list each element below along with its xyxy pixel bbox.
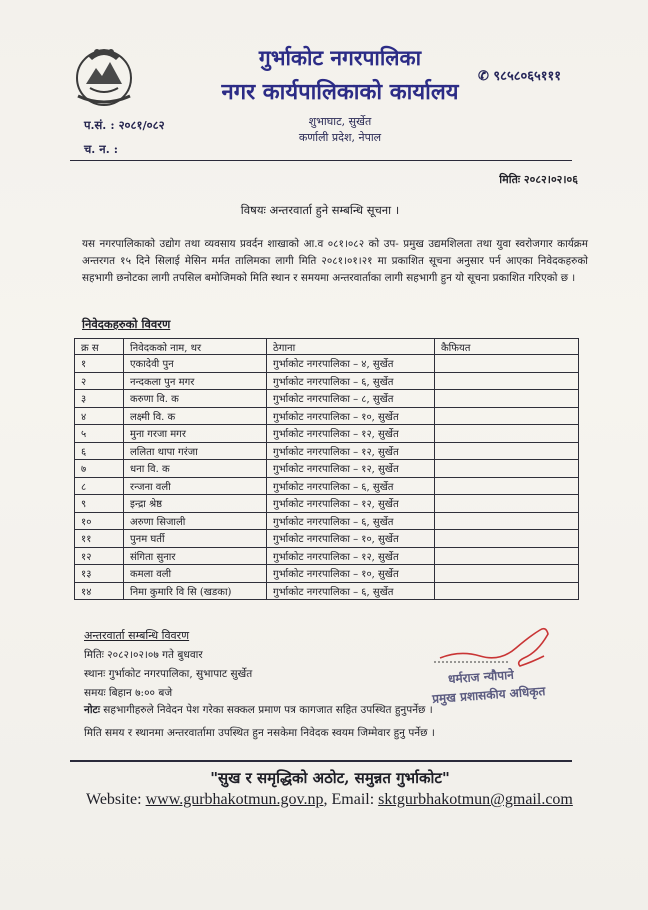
table-row [75, 460, 579, 478]
cell-serial: ७ [75, 460, 124, 478]
phone-number: ✆ ९८५८०६५१११ [478, 69, 562, 84]
cell-address: गुर्भाकोट नगरपालिका – १२, सुर्खेत [267, 442, 435, 460]
cell-serial: ४ [75, 407, 124, 425]
cell-serial: ११ [75, 530, 124, 548]
cell-name: निमा कुमारि वि सि (खडका) [124, 582, 267, 600]
cell-serial: १२ [75, 547, 124, 565]
cell-remarks [435, 442, 579, 460]
column-header-name: निवेदकको नाम, थर [124, 339, 267, 355]
interview-time: समयः बिहान ७:०० बजे [84, 687, 173, 699]
table-row [75, 407, 579, 425]
interview-date: मितिः २०८२।०२।०७ गते बुधवार [84, 649, 203, 661]
office-address-line2: कर्णाली प्रदेश, नेपाल [298, 131, 382, 144]
table-row [75, 477, 579, 495]
header-divider [70, 160, 572, 161]
interview-place: स्थानः गुर्भाकोट नगरपालिका, सुभापाट सुर्खेत [84, 668, 253, 680]
cell-serial: ८ [75, 477, 124, 495]
table-row [75, 425, 579, 443]
closing-remark: मिति समय र स्थानमा अन्तरवार्तामा उपस्थित हुन नसकेमा निवेदक स्वयम जिम्मेवार हुनु पर्नेछ । [84, 727, 435, 739]
issue-date: मितिः २०८२।०२।०६ [499, 173, 578, 186]
column-header-address: ठेगाना [267, 339, 435, 355]
signatory-designation: प्रमुख प्रशासकीय अधिकृत [431, 684, 546, 706]
municipality-slogan: "सुख र समृद्धिको अठोट, समुन्नत गुर्भाकोट" [210, 769, 450, 787]
column-header-serial: क्र स [75, 339, 124, 355]
cell-address: गुर्भाकोट नगरपालिका – १२, सुर्खेत [267, 425, 435, 443]
cell-address: गुर्भाकोट नगरपालिका – ६, सुर्खेत [267, 477, 435, 495]
cell-name: ललिता थापा गरंजा [124, 442, 267, 460]
cell-address: गुर्भाकोट नगरपालिका – ६, सुर्खेत [267, 512, 435, 530]
cell-address: गुर्भाकोट नगरपालिका – ८, सुर्खेत [267, 390, 435, 408]
cell-remarks [435, 565, 579, 583]
cell-remarks [435, 495, 579, 513]
table-row [75, 530, 579, 548]
nepal-emblem-icon [68, 38, 140, 110]
cell-address: गुर्भाकोट नगरपालिका – १२, सुर्खेत [267, 495, 435, 513]
cell-serial: ९ [75, 495, 124, 513]
cell-remarks [435, 355, 579, 373]
table-row [75, 582, 579, 600]
letter-number: प.सं. : २०८१/०८२ [84, 118, 165, 132]
cell-address: गुर्भाकोट नगरपालिका – १०, सुर्खेत [267, 530, 435, 548]
cell-address: गुर्भाकोट नगरपालिका – १२, सुर्खेत [267, 460, 435, 478]
cell-remarks [435, 477, 579, 495]
note-label: नोटः [84, 704, 100, 716]
cell-remarks [435, 530, 579, 548]
cell-serial: ५ [75, 425, 124, 443]
notice-body: यस नगरपालिकाको उद्योग तथा व्यवसाय प्रवर्दन शाखाको आ.व ०८१।०८२ को उप- प्रमुख उद्यमशिलता तथा युवा स्वरोजगार कार्यक्रम अन्तरगत १५ दिने सिलाई मेसिन मर्मत तालिमका लागी मिति २०८१।०१।२१ मा प्रकाशित सूचना अनुसार पर्न आएका निवेदकहरुको सहभागी छनोटका लागी तपसिल बमोजिमको मिति स्थान र समयमा अन्तरवार्ताका लागी सहभागी हुन यो सूचना प्रकाशित गरिएको छ । [82, 238, 588, 284]
table-row [75, 565, 579, 583]
table-row [75, 390, 579, 408]
footer-divider [70, 760, 572, 762]
table-row [75, 512, 579, 530]
cell-name: संगिता सुनार [124, 547, 267, 565]
cell-serial: ६ [75, 442, 124, 460]
cell-serial: १३ [75, 565, 124, 583]
cell-name: लक्ष्मी वि. क [124, 407, 267, 425]
email-link[interactable]: sktgurbhakotmun@gmail.com [378, 791, 573, 808]
cell-name: धना वि. क [124, 460, 267, 478]
cell-serial: १ [75, 355, 124, 373]
applicants-table-title: निवेदकहरुको विवरण [82, 317, 171, 331]
note-text: सहभागीहरुले निवेदन पेश गरेका सक्कल प्रमाण पत्र कागजात सहित उपस्थित हुनुपर्नेछ । [99, 704, 433, 716]
cell-remarks [435, 460, 579, 478]
table-row [75, 355, 579, 373]
office-name: नगर कार्यपालिकाको कार्यालय [221, 79, 459, 105]
cell-name: अरुणा सिजाली [124, 512, 267, 530]
dispatch-number: च. न. : [84, 142, 118, 156]
cell-address: गुर्भाकोट नगरपालिका – १२, सुर्खेत [267, 547, 435, 565]
cell-name: मुना गरजा मगर [124, 425, 267, 443]
column-header-remarks: कैफियत [435, 339, 579, 355]
cell-name: एकादेवी पुन [124, 355, 267, 373]
cell-address: गुर्भाकोट नगरपालिका – ६, सुर्खेत [267, 372, 435, 390]
cell-serial: २ [75, 372, 124, 390]
cell-remarks [435, 425, 579, 443]
municipality-name: गुर्भाकोट नगरपालिका [258, 45, 422, 70]
cell-remarks [435, 372, 579, 390]
contact-line [86, 791, 573, 809]
email-label: , Email: [323, 791, 379, 808]
applicants-table [74, 338, 579, 600]
cell-name: रन्जना वली [124, 477, 267, 495]
website-label: Website: [86, 791, 146, 808]
table-row [75, 442, 579, 460]
office-address-line1: शुभाघाट, सुर्खेत [308, 115, 372, 128]
cell-remarks [435, 547, 579, 565]
applicants-table-body [75, 355, 579, 600]
table-row [75, 547, 579, 565]
cell-name: कमला वली [124, 565, 267, 583]
cell-remarks [435, 407, 579, 425]
cell-name: इन्द्रा श्रेष्ठ [124, 495, 267, 513]
cell-address: गुर्भाकोट नगरपालिका – १०, सुर्खेत [267, 407, 435, 425]
website-link[interactable]: www.gurbhakotmun.gov.np [145, 791, 324, 808]
subject-line: विषयः अन्तरवार्ता हुने सम्बन्धि सूचना । [240, 203, 400, 217]
cell-address: गुर्भाकोट नगरपालिका – ४, सुर्खेत [267, 355, 435, 373]
cell-name: पुनम घर्ती [124, 530, 267, 548]
cell-name: नन्दकला पुन मगर [124, 372, 267, 390]
cell-remarks [435, 582, 579, 600]
cell-remarks [435, 512, 579, 530]
interview-details-title: अन्तरवार्ता सम्बन्धि विवरण [84, 629, 190, 642]
signatory-name: धर्मराज न्यौपाने [447, 667, 515, 687]
cell-remarks [435, 390, 579, 408]
table-row [75, 495, 579, 513]
cell-serial: १४ [75, 582, 124, 600]
table-row [75, 372, 579, 390]
cell-name: करुणा वि. क [124, 390, 267, 408]
cell-address: गुर्भाकोट नगरपालिका – ६, सुर्खेत [267, 582, 435, 600]
cell-serial: ३ [75, 390, 124, 408]
table-header-row [75, 339, 579, 355]
cell-serial: १० [75, 512, 124, 530]
cell-address: गुर्भाकोट नगरपालिका – १०, सुर्खेत [267, 565, 435, 583]
